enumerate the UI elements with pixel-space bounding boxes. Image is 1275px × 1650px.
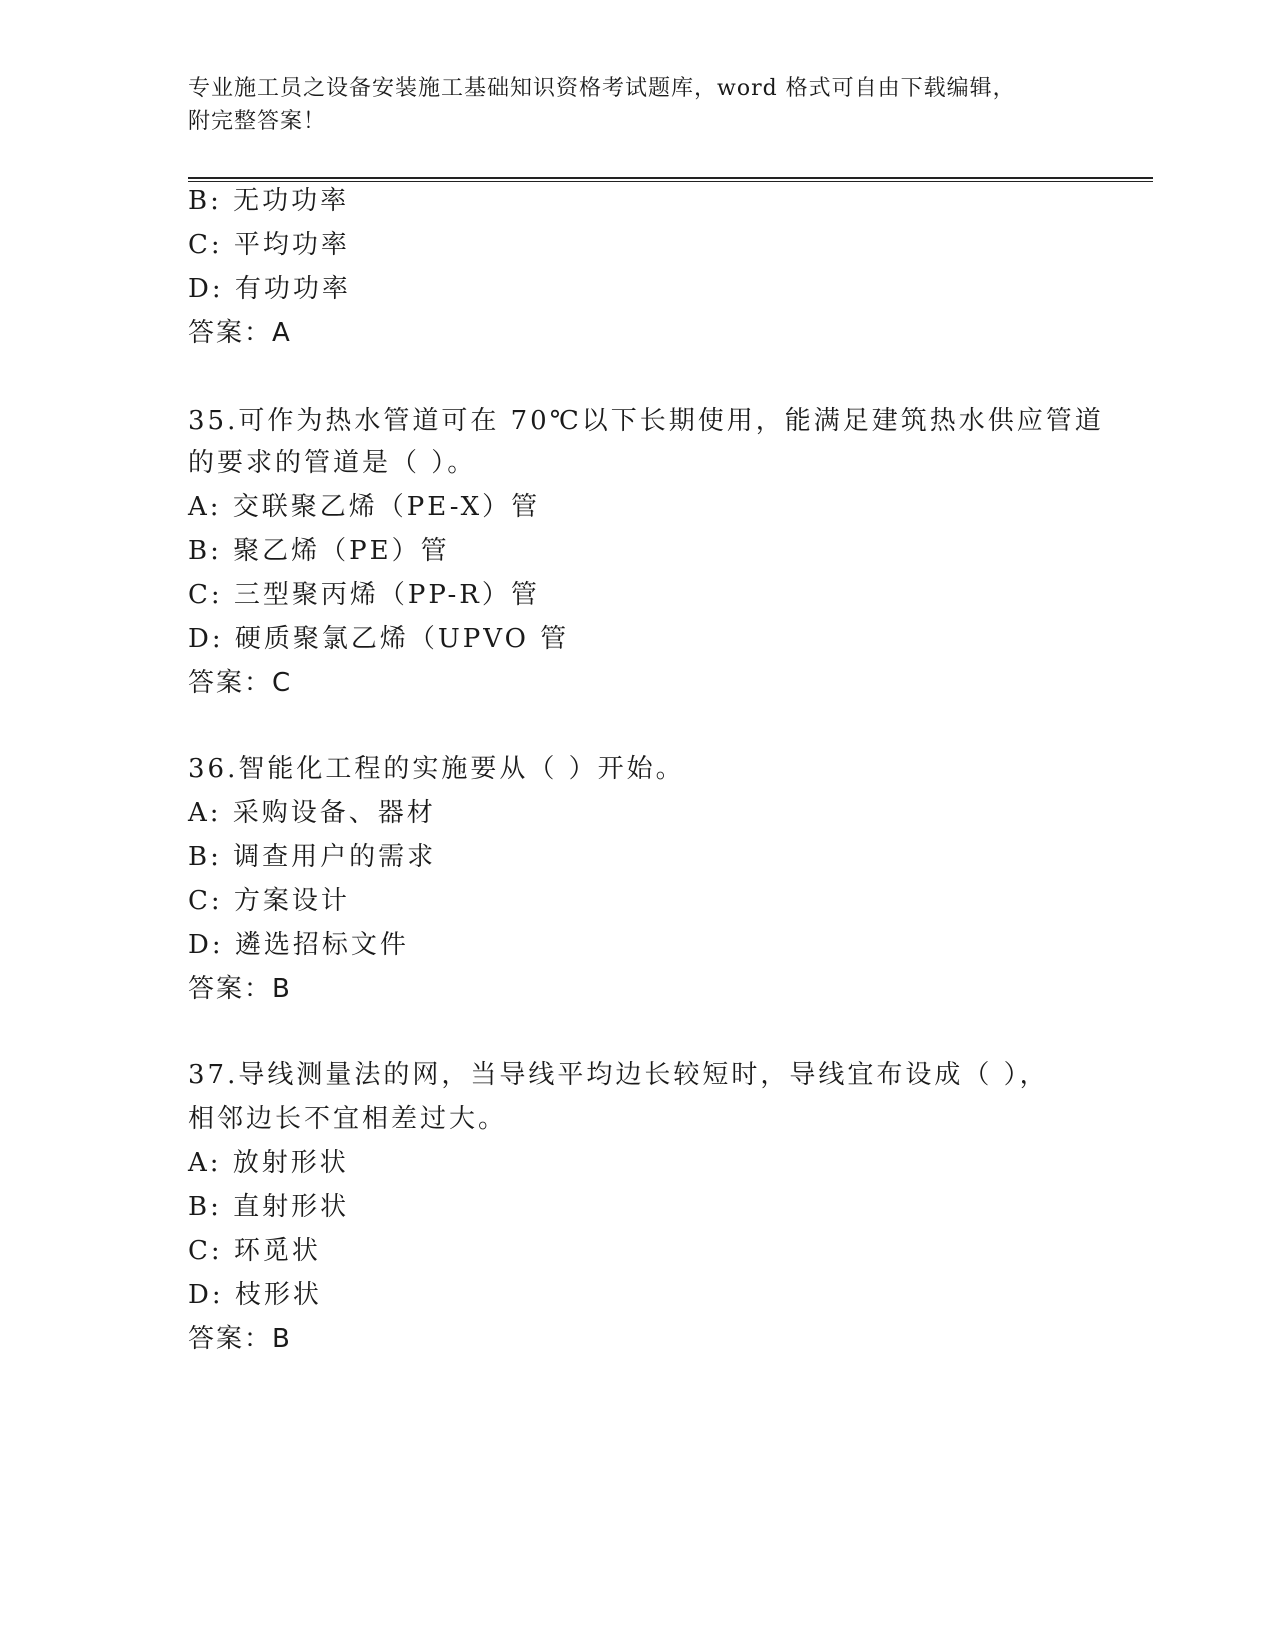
- q35-option-c: C: 三型聚丙烯（PP-R）管: [188, 580, 540, 610]
- q35-stem-line-1: 35.可作为热水管道可在 70℃以下长期使用，能满足建筑热水供应管道: [188, 406, 1104, 436]
- page-header: [188, 72, 1068, 138]
- q35-option-a: A: 交联聚乙烯（PE-X）管: [188, 492, 541, 522]
- q37-option-d: D: 枝形状: [188, 1280, 322, 1310]
- q35-stem-line-2: 的要求的管道是（ ）。: [188, 448, 477, 478]
- q37-option-b: B: 直射形状: [188, 1192, 350, 1222]
- q35-option-d: D: 硬质聚氯乙烯（UPVO 管: [188, 624, 570, 654]
- q37-answer: 答案：B: [188, 1324, 292, 1354]
- q37-option-c: C: 环觅状: [188, 1236, 321, 1266]
- q34-answer: 答案：A: [188, 318, 292, 348]
- q35-option-b: B: 聚乙烯（PE）管: [188, 536, 450, 566]
- q36-stem-line-1: 36.智能化工程的实施要从（ ）开始。: [188, 754, 685, 784]
- q35-answer: 答案：C: [188, 668, 293, 698]
- q37-stem-line-1: 37.导线测量法的网，当导线平均边长较短时，导线宜布设成（ ），: [188, 1060, 1049, 1090]
- header-line-2: 附完整答案！: [188, 109, 327, 134]
- q37-option-a: A: 放射形状: [188, 1148, 349, 1178]
- q34-option-d: D: 有功功率: [188, 274, 351, 304]
- q34-option-c: C: 平均功率: [188, 230, 350, 260]
- header-divider: [188, 177, 1153, 182]
- q37-stem-line-2: 相邻边长不宜相差过大。: [188, 1104, 508, 1134]
- q36-answer: 答案：B: [188, 974, 292, 1004]
- q36-option-a: A: 采购设备、器材: [188, 798, 436, 828]
- q36-option-b: B: 调查用户的需求: [188, 842, 437, 872]
- q36-option-d: D: 遴选招标文件: [188, 930, 409, 960]
- q36-option-c: C: 方案设计: [188, 886, 350, 916]
- header-line-1: 专业施工员之设备安装施工基础知识资格考试题库，word 格式可自由下载编辑，: [188, 76, 1016, 101]
- q34-option-b: B: 无功功率: [188, 186, 350, 216]
